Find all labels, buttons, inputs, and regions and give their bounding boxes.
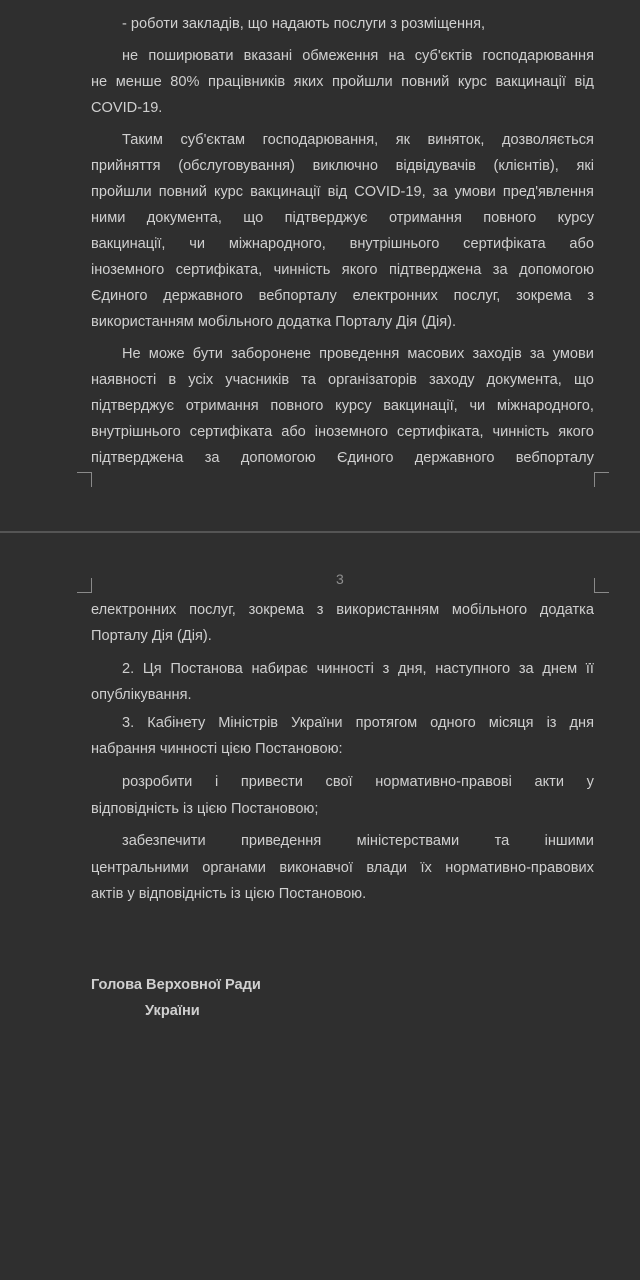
text-line: Таким суб'єктам господарювання, як виняток, дозволяється xyxy=(122,132,594,148)
text-line: ними документа, що підтверджує отримання повного курсу xyxy=(91,210,594,226)
text-line: Не може бути заборонене проведення масових заходів за умови xyxy=(122,346,594,362)
document-page-2 xyxy=(0,0,640,531)
margin-corner-mark xyxy=(594,578,609,593)
text-line: прийняття (обслуговування) виключно відвідувачів (клієнтів), які xyxy=(91,158,594,174)
text-line: COVID-19. xyxy=(91,100,163,116)
document-page-3 xyxy=(0,533,640,1280)
text-line: Порталу Дія (Дія). xyxy=(91,628,212,644)
text-line: підтверджена за допомогою Єдиного державного вебпорталу xyxy=(91,450,594,466)
text-line: не поширювати вказані обмеження на суб'єктів господарювання xyxy=(122,48,594,64)
signature-title: Голова Верховної Ради xyxy=(91,977,261,993)
page-number: 3 xyxy=(336,571,344,587)
text-line: використанням мобільного додатка Порталу Дія (Дія). xyxy=(91,314,457,330)
text-line: набрання чинності цією Постановою: xyxy=(91,741,343,757)
text-line: розробити і привести свої нормативно-правові акти у xyxy=(122,774,594,790)
text-line: пройшли повний курс вакцинації від COVID-19, за умови пред'явлення xyxy=(91,184,594,200)
text-line: опублікування. xyxy=(91,687,192,703)
text-line: - роботи закладів, що надають послуги з розміщення, xyxy=(122,16,486,32)
text-line: центральними органами виконавчої влади їх нормативно-правових xyxy=(91,860,594,876)
text-line: внутрішнього сертифіката або іноземного сертифіката, чинність якого xyxy=(91,424,594,440)
text-line: відповідність із цією Постановою; xyxy=(91,801,319,817)
text-line: забезпечити приведення міністерствами та іншими xyxy=(122,833,594,849)
margin-corner-mark xyxy=(77,472,92,487)
text-line: Єдиного державного вебпорталу електронних послуг, зокрема з xyxy=(91,288,594,304)
margin-corner-mark xyxy=(594,472,609,487)
text-line: наявності в усіх учасників та організаторів заходу документа, що xyxy=(91,372,594,388)
signature-title-country: України xyxy=(145,1003,200,1019)
text-line: підтверджує отримання повного курсу вакцинації, чи міжнародного, xyxy=(91,398,594,414)
text-line: іноземного сертифіката, чинність якого підтверджена за допомогою xyxy=(91,262,594,278)
text-line: 3. Кабінету Міністрів України протягом одного місяця із дня xyxy=(122,715,594,731)
margin-corner-mark xyxy=(77,578,92,593)
text-line: не менше 80% працівників яких пройшли повний курс вакцинації від xyxy=(91,74,594,90)
text-line: актів у відповідність із цією Постановою. xyxy=(91,886,367,902)
text-line: вакцинації, чи міжнародного, внутрішнього сертифіката або xyxy=(91,236,594,252)
text-line: 2. Ця Постанова набирає чинності з дня, наступного за днем її xyxy=(122,661,594,677)
text-line: електронних послуг, зокрема з використанням мобільного додатка xyxy=(91,602,594,618)
